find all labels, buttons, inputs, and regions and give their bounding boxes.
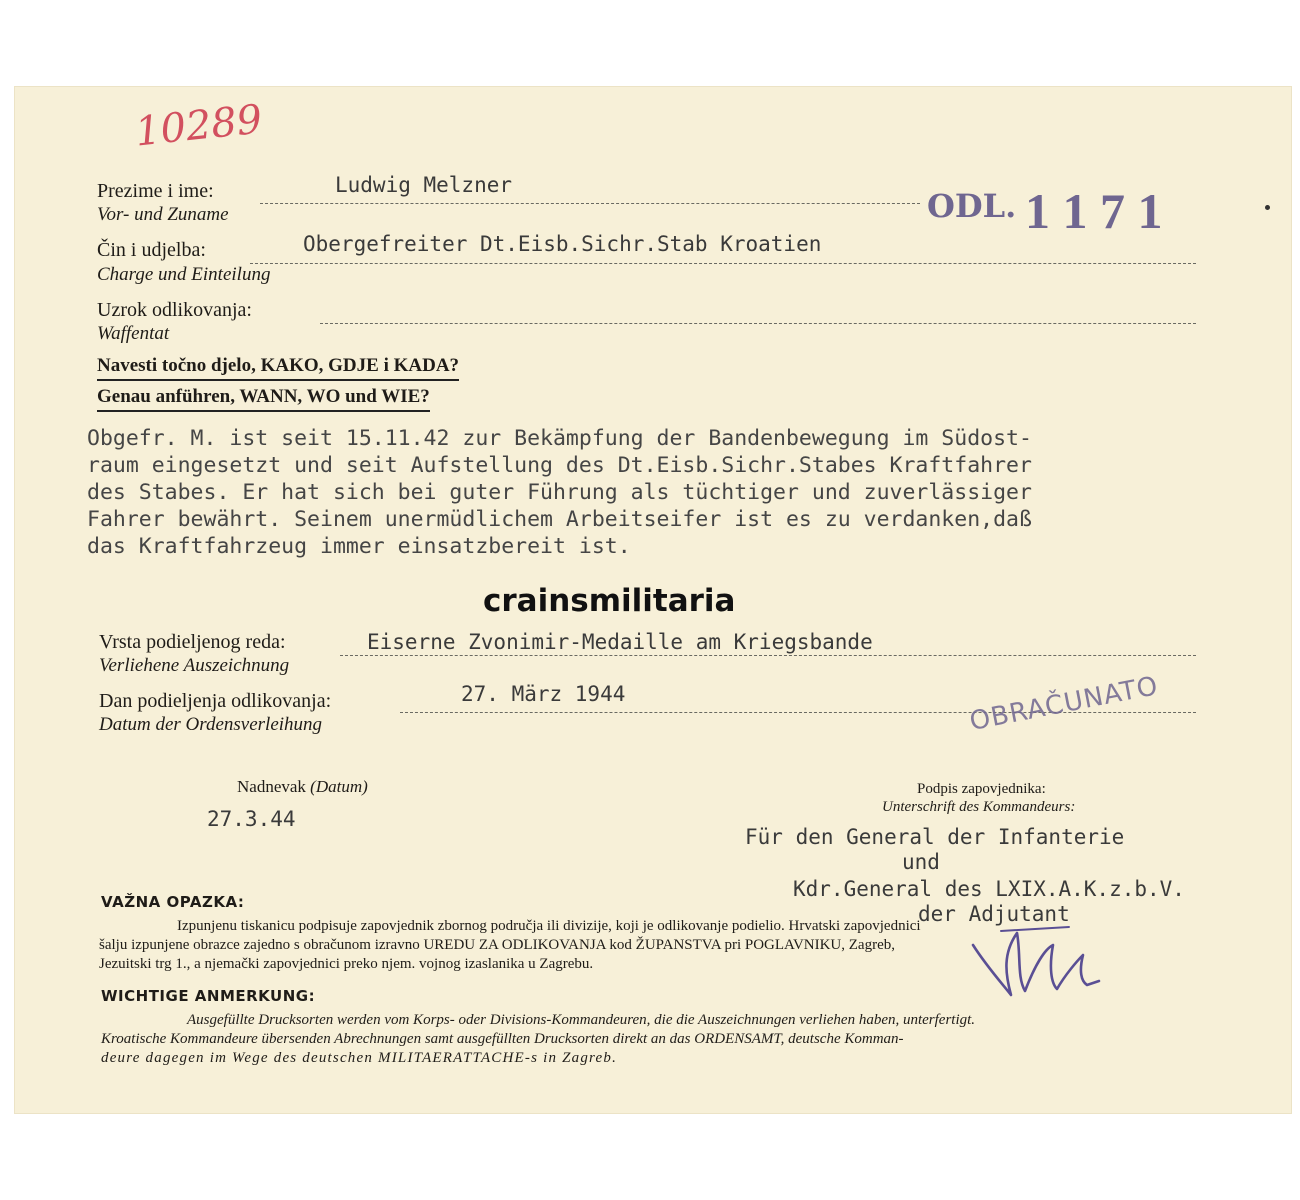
signature-label: Podpis zapovjednika: [917, 781, 1046, 797]
name-sublabel: Vor- und Zuname [97, 204, 229, 225]
citation-line: raum eingesetzt und seit Aufstellung des Dt.Eisb.Sichr.Stabes Kraftfahrer [87, 453, 1032, 478]
handwritten-number: 10289 [132, 96, 265, 156]
important-note-text [99, 917, 921, 974]
date-value: 27.3.44 [207, 807, 296, 831]
citation-line: das Kraftfahrzeug immer einsatzbereit ist. [87, 534, 631, 559]
citation-text [87, 425, 1032, 560]
date-label-hr: Nadnevak [237, 777, 306, 796]
award-sublabel: Verliehene Auszeichnung [99, 655, 290, 676]
signature-line: und [902, 850, 940, 874]
note-line: deure dagegen im Wege des deutschen MILITAERATTACHE-s in Zagreb. [101, 1050, 618, 1066]
ink-dot [1265, 205, 1270, 210]
important-note-heading: VAŽNA OPAZKA: [101, 893, 245, 911]
name-label: Prezime i ime: [97, 180, 214, 202]
award-date-label: Dan podieljenja odlikovanja: [99, 690, 332, 712]
instruction-de: Genau anführen, WANN, WO und WIE? [97, 386, 430, 412]
citation-line: Obgefr. M. ist seit 15.11.42 zur Bekämpfung der Bandenbewegung im Südost- [87, 426, 1032, 451]
handwritten-signature [965, 915, 1115, 1005]
obracunato-stamp: OBRAČUNATO [967, 671, 1161, 737]
name-value: Ludwig Melzner [335, 173, 513, 197]
award-date-value: 27. März 1944 [461, 682, 626, 706]
odl-stamp-number: 1 1 7 1 [1025, 183, 1163, 239]
citation-line: des Stabes. Er hat sich bei guter Führung als tüchtiger und zuverlässiger [87, 480, 1032, 505]
date-label-de: (Datum) [310, 777, 368, 796]
signature-line: der Adjutant [918, 902, 1070, 926]
note-line: Jezuitski trg 1., a njemački zapovjednici preko njem. vojnog izaslanika u Zagrebu. [99, 956, 594, 972]
date-label [237, 777, 368, 797]
wichtige-note-text [101, 1011, 975, 1068]
signature-line: Für den General der Infanterie [745, 825, 1125, 849]
signature-label-de: Unterschrift des Kommandeurs: [882, 799, 1076, 815]
award-value: Eiserne Zvonimir-Medaille am Kriegsbande [367, 630, 873, 654]
rank-sublabel: Charge und Einteilung [97, 264, 271, 285]
signature-line: Kdr.General des LXIX.A.K.z.b.V. [793, 877, 1185, 901]
wichtige-note-heading: WICHTIGE ANMERKUNG: [101, 987, 316, 1005]
rank-value: Obergefreiter Dt.Eisb.Sichr.Stab Kroatien [303, 232, 822, 256]
award-date-sublabel: Datum der Ordensverleihung [99, 714, 323, 735]
cause-label: Uzrok odlikovanja: [97, 299, 252, 321]
citation-line: Fahrer bewährt. Seinem unermüdlichem Arbeitseifer ist es zu verdanken,daß [87, 507, 1032, 532]
note-line: šalju izpunjene obrazce zajedno s obračunom izravno UREDU ZA ODLIKOVANJA kod ŽUPANSTVA pri POGLAVNIKU, Zagreb, [99, 937, 895, 953]
rank-label: Čin i udjelba: [97, 239, 206, 261]
note-line: Kroatische Kommandeure übersenden Abrechnungen samt ausgefüllten Drucksorten direkt an das ORDENSAMT, deutsche Komman- [101, 1031, 904, 1047]
watermark: crainsmilitaria [483, 583, 736, 619]
odl-stamp-prefix: ODL. [927, 187, 1017, 225]
award-form-card [14, 86, 1292, 1114]
note-line: Izpunjenu tiskanicu podpisuje zapovjednik zbornog područja ili divizije, koji je odlikovanje podielio. Hrvatski zapovjednici [177, 918, 921, 934]
instruction-hr: Navesti točno djelo, KAKO, GDJE i KADA? [97, 355, 459, 381]
note-line: Ausgefüllte Drucksorten werden vom Korps- oder Divisions-Kommandeuren, die die Auszeichnungen verliehen haben, unterfertigt. [187, 1012, 976, 1028]
award-label: Vrsta podieljenog reda: [99, 631, 286, 653]
cause-sublabel: Waffentat [97, 323, 170, 344]
